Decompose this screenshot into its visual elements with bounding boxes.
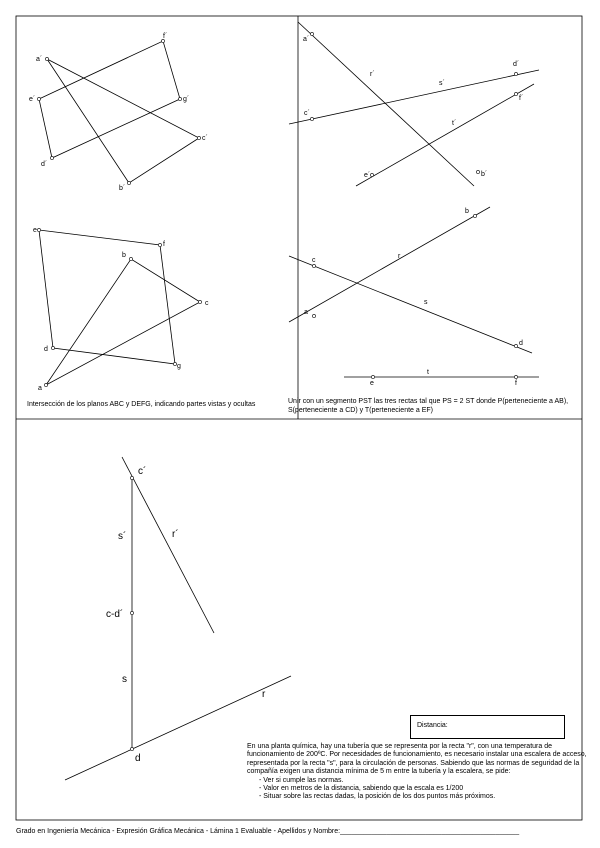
bottom-label-r-elev: r´	[172, 529, 179, 540]
tr-plan-label-a: a	[304, 309, 308, 316]
tl-plane-defg-elevation	[39, 41, 180, 158]
tl-elev-label-a: a´	[36, 56, 43, 63]
tl-plan-point-c	[198, 300, 201, 303]
tr-line-s-plan	[289, 256, 532, 353]
tr-line-s-elevation	[289, 70, 539, 124]
tr-elev-label-b: b´	[481, 171, 488, 178]
tr-elev-point-f	[514, 92, 517, 95]
bottom-point-c	[130, 476, 133, 479]
tl-plan-label-e: e	[33, 227, 37, 234]
bottom-label-cd: c-d´	[106, 609, 124, 620]
bottom-point-d	[130, 747, 133, 750]
tr-plan-label-b: b	[465, 208, 469, 215]
tr-caption	[288, 397, 568, 415]
tr-plan-label-e: e	[370, 380, 374, 387]
tl-caption: Intersección de los planos ABC y DEFG, indicando partes vistas y ocultas	[27, 401, 256, 408]
bottom-label-r-plan: r	[262, 689, 266, 700]
problem-statement	[247, 743, 587, 802]
tl-elev-label-e: e´	[29, 96, 36, 103]
distance-answer-box[interactable]	[410, 715, 565, 739]
tl-elev-point-a	[45, 57, 48, 60]
tl-plan-point-b	[129, 257, 132, 260]
tl-elev-point-g	[178, 97, 181, 100]
tl-plan-label-a: a	[38, 385, 42, 392]
problem-item: - Valor en metros de la distancia, sabiendo que la escala es 1/200	[259, 785, 464, 793]
tr-elev-point-d	[514, 72, 517, 75]
tr-plan-label-d: d	[519, 340, 523, 347]
bottom-drawing	[65, 457, 291, 780]
tl-elev-label-g: g´	[183, 96, 190, 103]
tl-plan-label-c: c	[205, 300, 209, 307]
tr-line-r-elevation	[298, 22, 474, 186]
tr-plan-point-b	[473, 214, 476, 217]
tr-elev-label-c: c´	[304, 110, 310, 117]
tr-elev-label-d: d´	[513, 61, 520, 68]
tr-plan-label-s: s	[424, 299, 428, 306]
problem-text: En una planta química, hay una tubería que se representa por la recta "r", con una temperatura de funcionamiento de 200ºC. Por necesidades de funcionamiento, es necesario instalar una escalera de acceso, representada por la recta "s", para la circulación de personas. Sabiendo que las normas de seguridad de la compañía exigen una distancia mínima de 5 m entre la tubería y la escalera, se pide:	[247, 743, 587, 776]
tr-plan-label-f: f	[515, 380, 517, 387]
tl-plan-label-d: d	[44, 346, 48, 353]
tl-elev-label-b: b´	[119, 185, 126, 192]
tr-caption-line2: S(perteneciente a CD) y T(perteneciente a EF)	[288, 407, 433, 414]
tr-elev-label-f: f´	[519, 95, 524, 102]
tr-plan-point-f	[514, 375, 517, 378]
tr-elev-label-s: s´	[439, 80, 445, 87]
problem-list	[247, 777, 587, 802]
tr-elev-label-a: a´	[303, 36, 310, 43]
tl-plan	[33, 227, 209, 392]
tr-elev-point-c	[310, 117, 313, 120]
tl-plane-abc-elevation	[47, 59, 199, 183]
tr-line-t-elevation	[356, 84, 534, 186]
tr-plan-point-e	[371, 375, 374, 378]
tl-plan-label-f: f	[163, 241, 165, 248]
tl-plan-point-d	[51, 346, 54, 349]
tr-caption-line1: Unir con un segmento PST las tres rectas tal que PS = 2 ST donde P(perteneciente a AB),	[288, 398, 569, 405]
tr-plan-point-d	[514, 344, 517, 347]
tr-elevation	[289, 22, 539, 186]
tl-plan-label-g: g	[177, 363, 181, 370]
tr-plan-label-c: c	[312, 257, 316, 264]
sheet-frame	[16, 16, 582, 820]
distance-label: Distancia:	[417, 722, 448, 729]
bottom-label-s-plan: s	[122, 674, 127, 685]
problem-item: - Situar sobre las rectas dadas, la posición de los dos puntos más próximos.	[259, 793, 496, 801]
tr-plan-label-r: r	[398, 253, 401, 260]
tl-plan-point-a	[44, 383, 47, 386]
tl-elev-point-c	[197, 136, 200, 139]
tl-plan-label-b: b	[122, 252, 126, 259]
tl-elevation	[29, 33, 208, 192]
tr-elev-label-e: e´	[364, 172, 371, 179]
tl-elev-point-d	[50, 156, 53, 159]
tl-elev-point-e	[37, 97, 40, 100]
tr-line-r-plan	[289, 207, 490, 322]
tl-plan-point-e	[37, 228, 40, 231]
bottom-point-cd	[130, 611, 133, 614]
footer-title: Grado en Ingeniería Mecánica - Expresión Gráfica Mecánica - Lámina 1 Evaluable - Apellidos y Nombre:______________________________________________	[16, 828, 520, 835]
tr-elev-label-t: t´	[452, 120, 457, 127]
tr-plan-point-a	[312, 314, 315, 317]
tr-plan-label-t: t	[427, 369, 429, 376]
tr-elev-label-r: r´	[370, 71, 375, 78]
bottom-label-s-elev: s´	[118, 531, 127, 542]
tl-elev-point-b	[127, 181, 130, 184]
tr-elev-point-e	[370, 173, 373, 176]
tr-elev-point-a	[310, 32, 313, 35]
tl-elev-label-c: c´	[202, 135, 208, 142]
bottom-label-c: c´	[138, 466, 147, 477]
tr-plan	[289, 207, 539, 387]
tl-elev-label-f: f´	[163, 33, 168, 40]
tl-plan-point-f	[158, 243, 161, 246]
tr-plan-point-c	[312, 264, 315, 267]
bottom-label-d-plan: d	[135, 753, 141, 764]
tl-plane-defg-plan	[39, 230, 175, 364]
problem-item: - Ver si cumple las normas.	[259, 776, 344, 784]
tr-elev-point-b	[476, 170, 479, 173]
bottom-line-r-elevation	[122, 457, 214, 633]
tl-elev-label-d: d´	[41, 161, 48, 168]
